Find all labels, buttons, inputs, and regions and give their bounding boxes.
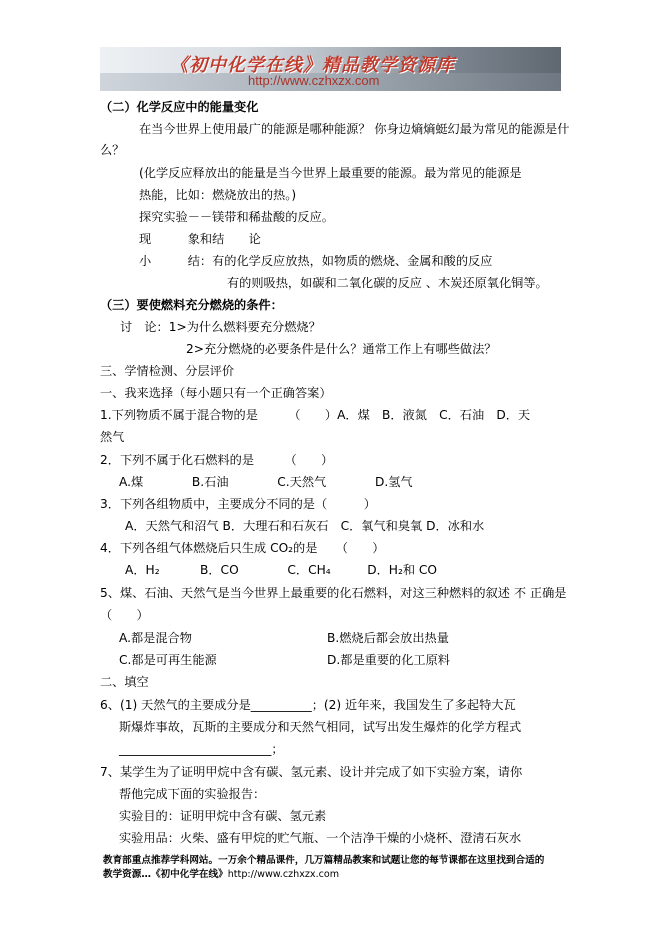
question-6-cont: 斯爆炸事故，瓦斯的主要成分和天然气相同，试写出发生爆炸的化学方程式 xyxy=(119,720,522,734)
section-heading-energy: （二）化学反应中的能量变化 xyxy=(100,100,259,114)
experiment-materials: 实验用品：火柴、盛有甲烷的贮气瓶、一个洁净干燥的小烧杯、澄清石灰水 xyxy=(119,831,522,845)
paragraph-line: (化学反应释放出的能量是当今世界上最重要的能源。最为常见的能源是 xyxy=(139,166,522,180)
question-5-option-d: D.都是重要的化工原料 xyxy=(327,653,450,667)
paragraph-line: 现 象和结 论 xyxy=(139,232,261,246)
banner-url: http://www.czhxzx.com xyxy=(248,73,380,88)
paragraph-line: 探究实验－－镁带和稀盐酸的反应。 xyxy=(139,210,334,224)
question-2: 2．下列不属于化石燃料的是 （ ） xyxy=(100,453,334,467)
paragraph-line: 2>充分燃烧的必要条件是什么？通常工作上有哪些做法？ xyxy=(186,342,497,356)
paragraph-line: 在当今世界上使用最广的能源是哪种能源？ 你身边熵熵蜓幻最为常见的能源是什 xyxy=(139,122,570,136)
header-banner xyxy=(100,47,561,91)
question-4-options: A．H₂ B．CO C．CH₄ D．H₂和 CO xyxy=(125,563,438,577)
question-6-blank: _________________________； xyxy=(119,742,284,756)
question-2-options: A.煤 B.石油 C.天然气 D.氢气 xyxy=(119,475,413,489)
section-heading-choice: 一、我来选择（每小题只有一个正确答案） xyxy=(100,386,332,400)
question-7-cont: 帮他完成下面的实验报告： xyxy=(119,787,266,801)
question-1-cont: 然气 xyxy=(100,430,125,444)
footer-line-1: 教育部重点推荐学科网站。一万余个精品课件，几万篇精品教案和试题让您的每节课都在这里找到合适的 xyxy=(103,855,545,866)
paragraph-line: 么？ xyxy=(100,143,125,157)
section-heading-assessment: 三、学情检测、分层评价 xyxy=(100,364,235,378)
footer-line-2 xyxy=(103,868,339,881)
footer-url[interactable]: http://www.czhxzx.com xyxy=(227,869,340,880)
question-5: 5、煤、石油、天然气是当今世界上最重要的化石燃料，对这三种燃料的叙述 不 正确是 xyxy=(100,586,567,600)
paragraph-line: 热能，比如：燃烧放出的热。) xyxy=(139,188,297,202)
question-3-options: A．天然气和沼气 B．大理石和石灰石 C．氧气和臭氧 D．冰和水 xyxy=(125,519,485,533)
question-5-option-a: A.都是混合物 xyxy=(119,631,192,645)
question-7: 7、某学生为了证明甲烷中含有碳、氢元素、设计并完成了如下实验方案，请你 xyxy=(100,765,523,779)
question-3: 3．下列各组物质中，主要成分不同的是（ ） xyxy=(100,497,376,511)
section-heading-fill: 二、填空 xyxy=(100,675,149,689)
section-heading-combustion: （三）要使燃料充分燃烧的条件： xyxy=(100,298,283,312)
paragraph-line: 讨 论：1>为什么燃料要充分燃烧？ xyxy=(120,320,321,334)
paragraph-line: 有的则吸热，如碳和二氧化碳的反应 、木炭还原氧化铜等。 xyxy=(227,276,548,290)
footer-text: 教学资源…《初中化学在线》 xyxy=(103,869,228,880)
question-5-option-b: B.燃烧后都会放出热量 xyxy=(327,631,449,645)
question-4: 4．下列各组气体燃烧后只生成 CO₂的是 （ ） xyxy=(100,541,385,555)
question-5-paren: （ ） xyxy=(100,608,149,622)
question-6: 6、(1) 天然气的主要成分是__________；(2) 近年来，我国发生了多起特大瓦 xyxy=(100,698,516,712)
question-5-option-c: C.都是可再生能源 xyxy=(119,653,217,667)
question-1: 1.下列物质不属于混合物的是 （ ）A．煤 B．液氮 C．石油 D．天 xyxy=(100,408,531,422)
experiment-purpose: 实验目的：证明甲烷中含有碳、氢元素 xyxy=(119,809,327,823)
paragraph-line: 小 结：有的化学反应放热，如物质的燃烧、金属和酸的反应 xyxy=(139,254,493,268)
banner-title: 《初中化学在线》精品教学资源库 xyxy=(170,55,455,76)
